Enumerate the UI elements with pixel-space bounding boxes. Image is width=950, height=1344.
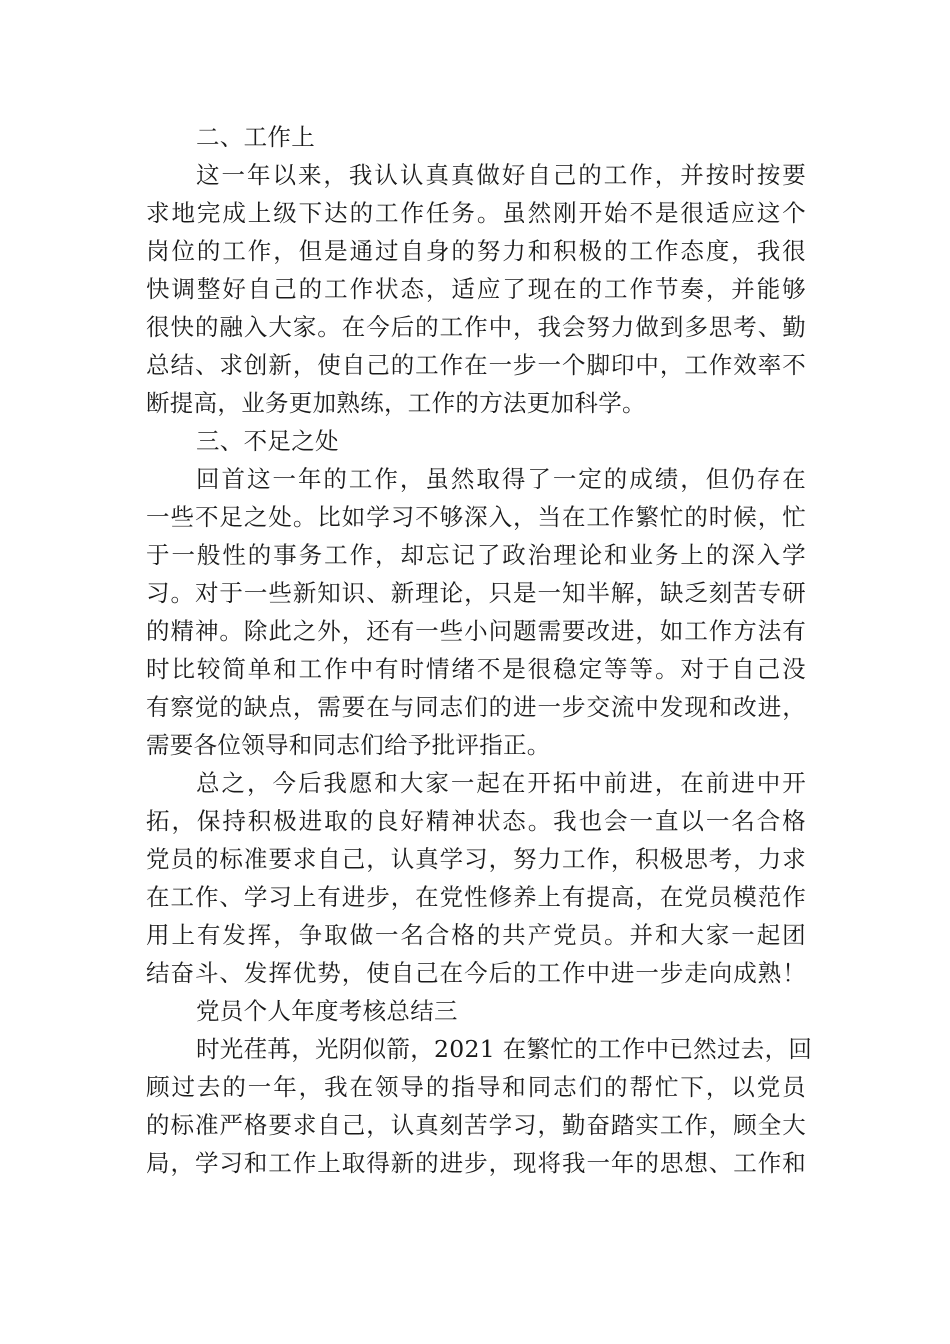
body-line: 党员的标准要求自己，认真学习，努力工作，积极思考，力求 [146, 845, 806, 873]
body-line: 很快的融入大家。在今后的工作中，我会努力做到多思考、勤 [146, 313, 806, 341]
body-line: 求地完成上级下达的工作任务。虽然刚开始不是很适应这个 [146, 199, 806, 227]
body-line: 局，学习和工作上取得新的进步，现将我一年的思想、工作和 [146, 1149, 806, 1177]
section-heading-work: 二、工作上 [196, 123, 315, 151]
body-line: 岗位的工作，但是通过自身的努力和积极的工作态度，我很 [146, 237, 806, 265]
body-line: 快调整好自己的工作状态，适应了现在的工作节奏，并能够 [146, 275, 806, 303]
body-line: 的精神。除此之外，还有一些小问题需要改进，如工作方法有 [146, 617, 806, 645]
body-line: 一些不足之处。比如学习不够深入，当在工作繁忙的时候，忙 [146, 503, 806, 531]
body-line: 总之，今后我愿和大家一起在开拓中前进，在前进中开 [196, 769, 806, 797]
section-heading-shortcomings: 三、不足之处 [196, 427, 339, 455]
body-line: 于一般性的事务工作，却忘记了政治理论和业务上的深入学 [146, 541, 806, 569]
body-line: 拓，保持积极进取的良好精神状态。我也会一直以一名合格 [146, 807, 806, 835]
body-line: 回首这一年的工作，虽然取得了一定的成绩，但仍存在 [196, 465, 806, 493]
body-line: 结奋斗、发挥优势，使自己在今后的工作中进一步走向成熟！ [146, 959, 806, 987]
body-line: 顾过去的一年，我在领导的指导和同志们的帮忙下，以党员 [146, 1073, 806, 1101]
body-line: 在工作、学习上有进步，在党性修养上有提高，在党员模范作 [146, 883, 806, 911]
body-line: 这一年以来，我认认真真做好自己的工作，并按时按要 [196, 161, 806, 189]
body-line: 时比较简单和工作中有时情绪不是很稳定等等。对于自己没 [146, 655, 806, 683]
body-line: 需要各位领导和同志们给予批评指正。 [146, 731, 551, 759]
body-line: 有察觉的缺点，需要在与同志们的进一步交流中发现和改进， [146, 693, 806, 721]
section-heading-summary-three: 党员个人年度考核总结三 [196, 997, 458, 1025]
body-line: 时光荏苒，光阴似箭，2021 在繁忙的工作中已然过去，回 [196, 1035, 813, 1063]
body-line: 总结、求创新，使自己的工作在一步一个脚印中，工作效率不 [146, 351, 806, 379]
body-line: 用上有发挥，争取做一名合格的共产党员。并和大家一起团 [146, 921, 806, 949]
body-line: 的标准严格要求自己，认真刻苦学习，勤奋踏实工作，顾全大 [146, 1111, 806, 1139]
body-line: 断提高，业务更加熟练，工作的方法更加科学。 [146, 389, 646, 417]
body-line: 习。对于一些新知识、新理论，只是一知半解，缺乏刻苦专研 [146, 579, 806, 607]
